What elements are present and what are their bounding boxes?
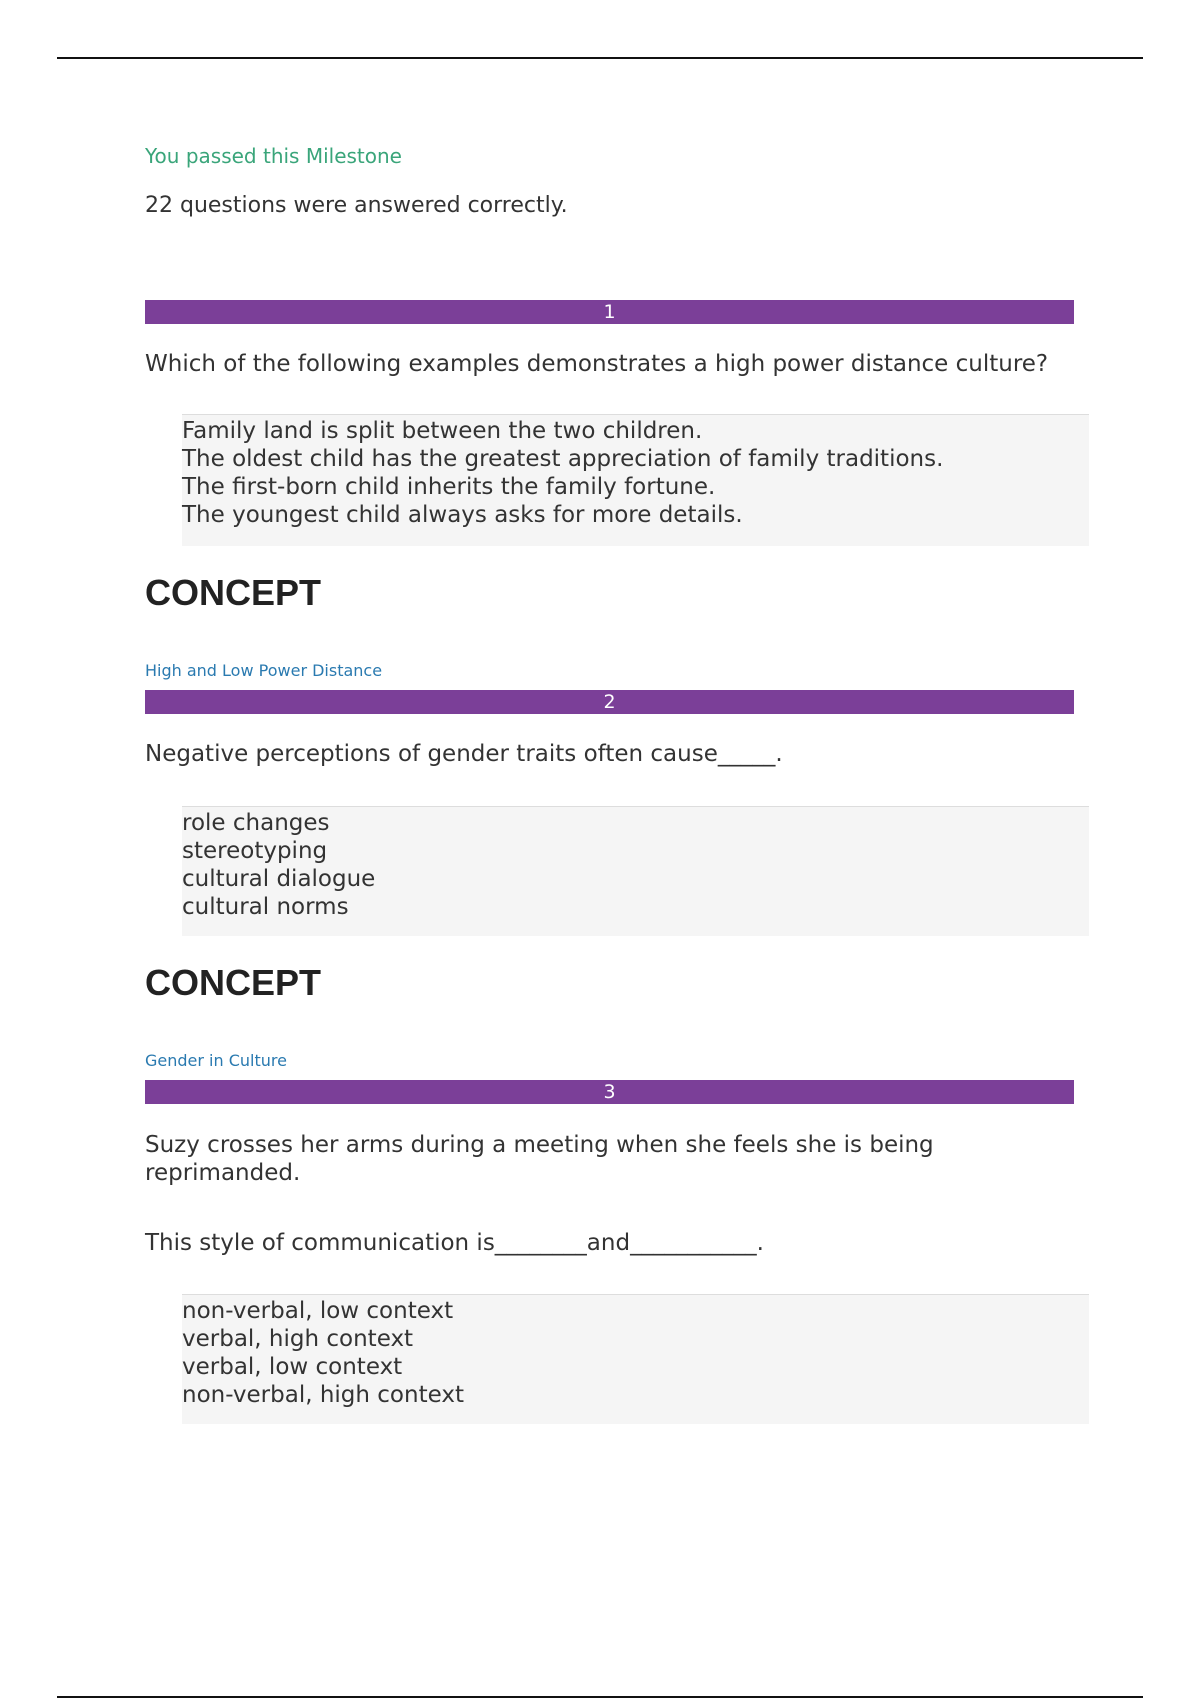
pass-message: You passed this Milestone <box>145 144 402 168</box>
score-message: 22 questions were answered correctly. <box>145 193 568 218</box>
answer-option[interactable]: cultural dialogue <box>182 866 376 892</box>
question-text: Which of the following examples demonstrates a high power distance culture? <box>145 351 1049 377</box>
answer-option[interactable]: verbal, low context <box>182 1354 403 1380</box>
concept-link[interactable]: High and Low Power Distance <box>145 661 383 680</box>
question-text-continued: This style of communication is________and___________. <box>145 1230 764 1256</box>
concept-heading: CONCEPT <box>145 572 322 613</box>
answer-option[interactable]: role changes <box>182 810 330 836</box>
concept-link[interactable]: Gender in Culture <box>145 1051 287 1070</box>
answer-option[interactable]: non-verbal, low context <box>182 1298 454 1324</box>
question-number-bar: 2 <box>145 690 1074 714</box>
question-number-bar: 1 <box>145 300 1074 324</box>
answer-option[interactable]: The first-born child inherits the family fortune. <box>182 474 716 500</box>
answer-option[interactable]: verbal, high context <box>182 1326 414 1352</box>
answer-option[interactable]: stereotyping <box>182 838 328 864</box>
answer-option[interactable]: The oldest child has the greatest appreciation of family traditions. <box>182 446 944 472</box>
answer-option[interactable]: non-verbal, high context <box>182 1382 464 1408</box>
question-number-bar: 3 <box>145 1080 1074 1104</box>
answer-list <box>182 806 1089 936</box>
answer-option[interactable]: cultural norms <box>182 894 349 920</box>
answer-option[interactable]: The youngest child always asks for more details. <box>182 502 743 528</box>
answer-list <box>182 1294 1089 1424</box>
bottom-divider <box>57 1696 1143 1698</box>
top-divider <box>57 57 1143 59</box>
question-text: Negative perceptions of gender traits often cause_____. <box>145 741 783 767</box>
concept-heading: CONCEPT <box>145 962 322 1003</box>
question-text: Suzy crosses her arms during a meeting when she feels she is being reprimanded. <box>145 1132 934 1186</box>
answer-list <box>182 414 1089 546</box>
answer-option[interactable]: Family land is split between the two children. <box>182 418 703 444</box>
